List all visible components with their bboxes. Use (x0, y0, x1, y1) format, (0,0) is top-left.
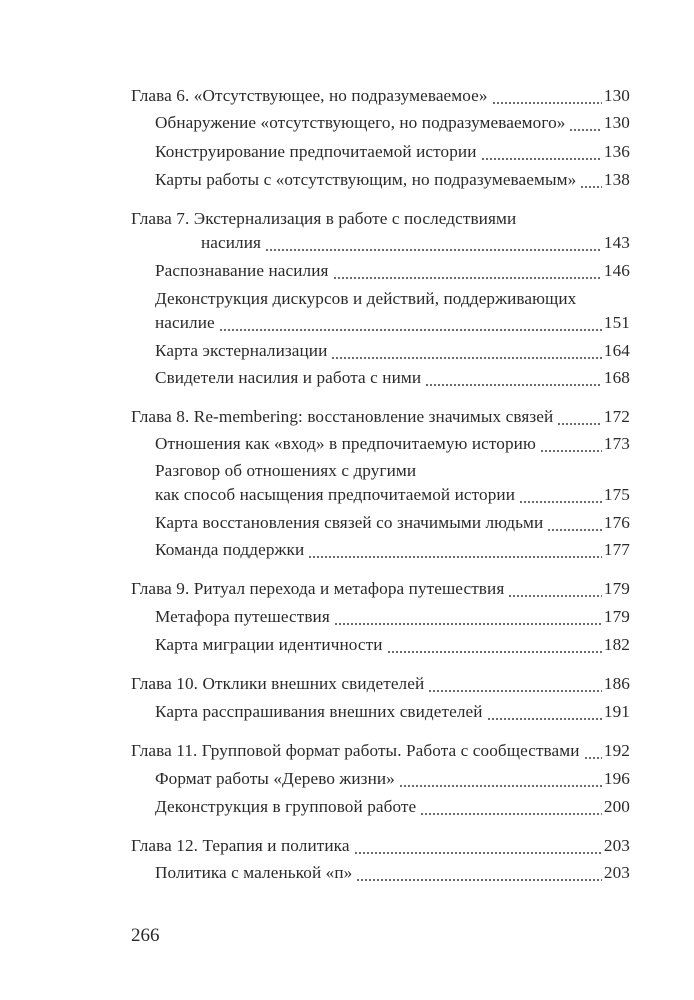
toc-entry-title: как способ насыщения предпочитаемой истории (155, 485, 516, 504)
toc-entry-page: 138 (603, 170, 630, 189)
toc-section-entry (155, 633, 630, 657)
toc-chapter-entry (131, 577, 630, 601)
toc-entry-title: Карта восстановления связей со значимыми людьми (155, 513, 544, 532)
toc-entry-title: Разговор об отношениях с другими (155, 461, 417, 480)
toc-entry-title: Конструирование предпочитаемой истории (155, 142, 477, 161)
dot-leader (356, 861, 602, 885)
dot-leader (219, 311, 602, 335)
dot-leader (399, 767, 602, 791)
toc-entry-page: 200 (603, 797, 630, 816)
dot-leader (354, 834, 602, 858)
dot-leader (492, 84, 602, 108)
toc-entry-page: 196 (603, 769, 630, 788)
toc-section-entry (155, 140, 630, 164)
toc-section-entry (155, 432, 630, 456)
toc-entry-page: 175 (603, 485, 630, 504)
dot-leader (308, 538, 602, 562)
toc-entry-page: 136 (603, 142, 630, 161)
toc-entry-page: 146 (603, 261, 630, 280)
toc-section-entry (155, 861, 630, 885)
dot-leader (481, 140, 602, 164)
toc-entry-title: Деконструкция в групповой работе (155, 797, 417, 816)
toc-entry-title: Свидетели насилия и работа с ними (155, 368, 422, 387)
toc-section-entry (155, 111, 630, 135)
toc-section-entry (155, 700, 630, 724)
dot-leader (557, 405, 602, 429)
toc-section-entry (155, 339, 630, 363)
toc-entry-title: насилия (201, 233, 262, 252)
toc-entry-page: 151 (603, 313, 630, 332)
toc-entry-page: 173 (603, 434, 630, 453)
toc-entry-title: Глава 10. Отклики внешних свидетелей (131, 674, 425, 693)
toc-chapter-entry (131, 207, 630, 231)
dot-leader (519, 483, 602, 507)
toc-entry-page: 176 (603, 513, 630, 532)
toc-entry-title: Отношения как «вход» в предпочитаемую историю (155, 434, 536, 453)
toc-entry-page: 168 (603, 368, 630, 387)
toc-entry-page: 186 (603, 674, 630, 693)
page-number: 266 (131, 925, 160, 946)
dot-leader (540, 432, 602, 456)
dot-leader (331, 339, 602, 363)
toc-section-entry (155, 767, 630, 791)
dot-leader (569, 111, 601, 135)
toc-chapter-entry (131, 739, 630, 763)
toc-entry-title: Деконструкция дискурсов и действий, поддерживающих (155, 289, 577, 308)
dot-leader (334, 605, 602, 629)
toc-section-entry (155, 511, 630, 535)
toc-entry-page: 182 (603, 635, 630, 654)
toc-section-entry (155, 795, 630, 819)
toc-section-entry (155, 366, 630, 390)
toc-section-entry (155, 168, 630, 192)
dot-leader (420, 795, 602, 819)
toc-entry-title: Карта экстернализации (155, 341, 328, 360)
dot-leader (265, 231, 602, 255)
dot-leader (584, 739, 602, 763)
toc-entry-title: Глава 6. «Отсутствующее, но подразумеваемое» (131, 86, 488, 105)
toc-entry-page: 130 (603, 86, 630, 105)
toc-chapter-entry (131, 672, 630, 696)
toc-entry-page: 203 (603, 836, 630, 855)
toc-section-entry (155, 538, 630, 562)
toc-section-entry (155, 287, 630, 311)
toc-entry-title: Распознавание насилия (155, 261, 329, 280)
toc-entry-page: 191 (603, 702, 630, 721)
toc-chapter-entry (131, 84, 630, 108)
toc-entry-title: Команда поддержки (155, 540, 305, 559)
toc-entry-page: 172 (603, 407, 630, 426)
toc-entry-title: Карта миграции идентичности (155, 635, 383, 654)
toc-entry-title: Глава 8. Re-membering: восстановление значимых связей (131, 407, 554, 426)
dot-leader (487, 700, 602, 724)
toc-entry-page: 177 (603, 540, 630, 559)
toc-entry-page: 130 (603, 113, 630, 132)
toc-entry-title: Формат работы «Дерево жизни» (155, 769, 395, 788)
toc-entry-title: Глава 11. Групповой формат работы. Работа с сообществами (131, 741, 580, 760)
toc-entry-page: 179 (603, 579, 630, 598)
toc-entry-page: 203 (603, 863, 630, 882)
toc-section-entry (155, 459, 630, 483)
toc-entry-page: 179 (603, 607, 630, 626)
dot-leader (333, 259, 602, 283)
toc-chapter-entry (131, 834, 630, 858)
toc-entry-page: 164 (603, 341, 630, 360)
toc-entry-page: 143 (603, 233, 630, 252)
toc-entry-title: насилие (155, 313, 215, 332)
dot-leader (428, 672, 602, 696)
toc-section-entry (155, 311, 630, 335)
toc-entry-title: Глава 12. Терапия и политика (131, 836, 350, 855)
dot-leader (425, 366, 602, 390)
toc-entry-title: Обнаружение «отсутствующего, но подразумеваемого» (155, 113, 566, 132)
toc-section-entry (155, 483, 630, 507)
toc-section-entry (155, 605, 630, 629)
toc-entry-title: Карта расспрашивания внешних свидетелей (155, 702, 483, 721)
dot-leader (387, 633, 602, 657)
toc-section-entry (155, 259, 630, 283)
toc-chapter-entry (201, 231, 630, 255)
dot-leader (580, 168, 602, 192)
toc-chapter-entry (131, 405, 630, 429)
toc-entry-page: 192 (603, 741, 630, 760)
dot-leader (547, 511, 602, 535)
toc-entry-title: Карты работы с «отсутствующим, но подразумеваемым» (155, 170, 577, 189)
toc-entry-title: Глава 9. Ритуал перехода и метафора путешествия (131, 579, 505, 598)
toc-entry-title: Глава 7. Экстернализация в работе с последствиями (131, 209, 517, 228)
toc-entry-title: Политика с маленькой «п» (155, 863, 353, 882)
toc-entry-title: Метафора путешествия (155, 607, 330, 626)
dot-leader (508, 577, 602, 601)
